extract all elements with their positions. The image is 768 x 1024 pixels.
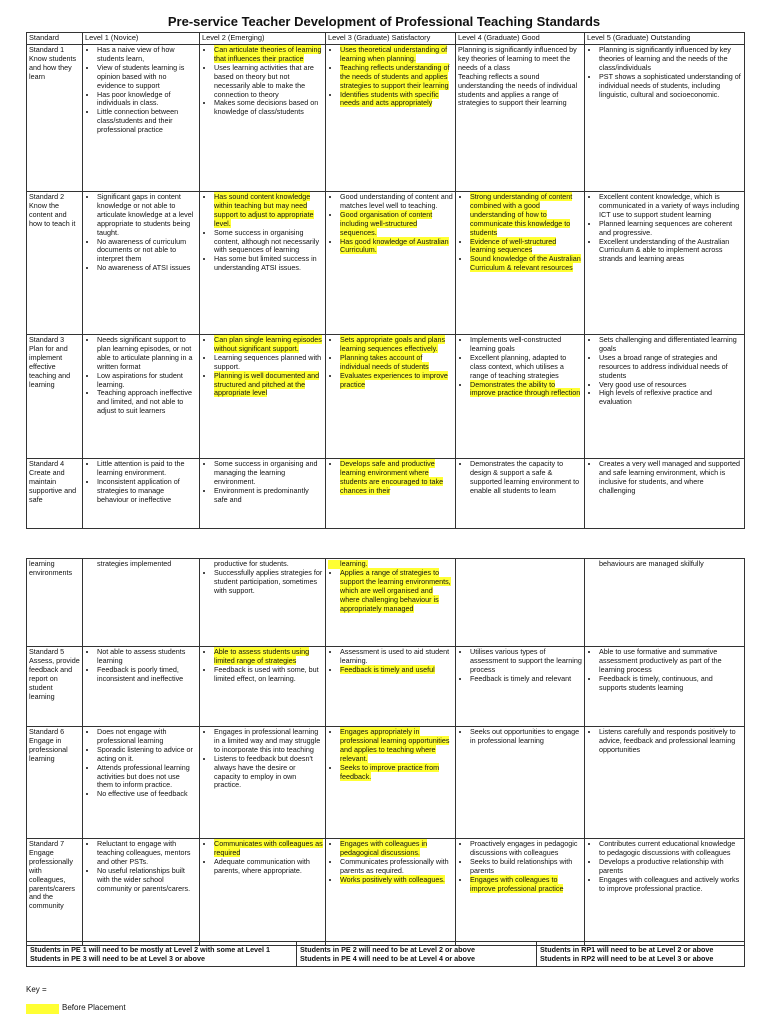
bullet-item [214,372,323,399]
bullet-item [340,876,453,885]
level-cell-l5 [585,335,745,459]
level-cell-l5 [585,647,745,727]
header-level-5: Level 5 (Graduate) Outstanding [585,33,745,45]
bullet-item [599,728,742,755]
bullet-text: Planning is well documented and structured and pitched at the appropriate level [214,370,320,398]
bullet-text: Implements well-constructed learning goals [470,335,562,353]
bullet-item [599,193,742,220]
rubric-table-page-2 [26,558,745,946]
bullet-item [214,858,323,876]
bullet-item [470,336,582,354]
notes-cell-middle [297,942,537,967]
bullet-item [214,99,323,117]
bullet-item [470,381,582,399]
bullet-list [202,648,323,684]
bullet-list [587,336,742,407]
level-cell-l3 [326,335,456,459]
bullet-list [85,648,197,684]
level-cell-l1 [83,192,200,335]
bullet-item [599,238,742,265]
bullet-text: Inconsistent application of strategies to manage behaviour or ineffective [97,476,180,504]
level-cell-l5 [585,45,745,192]
bullet-item [470,460,582,496]
bullet-list [85,336,197,416]
bullet-item [214,840,323,858]
bullet-text: Feedback is used with some, but limited effect, on learning. [214,664,319,683]
bullet-text: Successfully applies strategies for student participation, sometimes with support. [214,567,323,595]
bullet-item [214,569,323,596]
bullet-text: Little attention is paid to the learning environment. [97,459,185,477]
notes-cell-right [537,942,745,967]
key-highlight-swatch [26,1004,59,1014]
bullet-text: Does not engage with professional learning [97,727,167,745]
bullet-item [214,648,323,666]
level-cell-l2 [200,559,326,647]
bullet-list [458,336,582,398]
bullet-text: Seeks to improve practice from feedback. [340,762,440,781]
bullet-item [340,211,453,238]
bullet-text: Utilises various types of assessment to support the learning process [470,647,582,674]
bullet-text: Has sound content knowledge within teaching but may need support to adjust to appropriate level. [214,192,314,228]
bullet-item [214,728,323,755]
cell-text: Planning is significantly influenced by key theories of learning to meet the needs of a class Teaching reflects a sound understanding the needs of individual students and applies a range of strategies to support their learning [458,45,578,108]
header-standard: Standard [27,33,83,45]
bullet-item [97,728,197,746]
bullet-item [340,569,453,614]
level-cell-l1 [83,45,200,192]
notes-cell-left [27,942,297,967]
bullet-text: Feedback is timely, continuous, and supports students learning [599,673,713,692]
bullet-list [458,728,582,746]
bullet-item [214,755,323,791]
bullet-item [97,372,197,390]
bullet-item [97,648,197,666]
table-row [27,335,745,459]
note-pe4: Students in PE 4 will need to be at Level 4 or above [300,954,475,963]
bullet-item [340,193,453,211]
cell-text: productive for students. [214,559,289,568]
level-cell-l5 [585,727,745,839]
note-pe1: Students in PE 1 will need to be mostly at Level 2 with some at Level 1 [30,944,271,954]
bullet-item [214,229,323,256]
standard-cell: learning environments [27,559,83,647]
bullet-item [599,46,742,73]
bullet-list [202,46,323,117]
bullet-item [340,858,453,876]
bullet-text: No awareness of ATSI issues [97,263,191,273]
note-pe3: Students in PE 3 will need to be at Level 3 or above [30,954,205,963]
bullet-list [587,193,742,264]
bullet-item [599,675,742,693]
bullet-text: Uses learning activities that are based on theory but not necessarily able to make the connection to theory [214,62,314,99]
bullet-item [214,255,323,273]
bullet-text: Has poor knowledge of individuals in class. [97,89,171,108]
level-cell-l1 [83,727,200,839]
bullet-text: Seeks to build relationships with parents [470,856,573,875]
bullet-item [214,460,323,487]
bullet-text: Identifies students with specific needs and acts appropriately [340,89,439,108]
bullet-text: Assessment is used to aid student learning. [340,647,450,665]
level-cell-l1 [83,459,200,529]
bullet-list [85,728,197,799]
bullet-item [214,487,323,505]
header-level-4: Level 4 (Graduate) Good [456,33,585,45]
bullet-item [599,73,742,100]
bullet-text: Little connection between class/students and their professional practice [97,107,179,135]
bullet-item [599,840,742,858]
bullet-item [214,354,323,372]
bullet-text: Has a naive view of how students learn, [97,45,175,63]
bullet-text: No useful relationships built with the wider school community or parents/carers. [97,865,191,893]
bullet-list [587,648,742,693]
bullet-text: Feedback is timely and relevant [470,673,572,683]
bullet-text: Excellent understanding of the Australian Curriculum & able to implement across strands and learning areas [599,236,730,264]
bullet-item [599,389,742,407]
bullet-text: Planning takes account of individual needs of students [340,352,429,371]
level-cell-l2 [200,727,326,839]
bullet-item [599,648,742,675]
bullet-text: View of students learning is opinion based with no evidence to support [97,62,185,90]
bullet-text: Very good use of resources [599,379,687,389]
bullet-text: Attends professional learning activities but does not use them to inform practice. [97,762,190,790]
bullet-list [202,840,323,876]
bullet-list [85,46,197,135]
bullet-item [97,460,197,478]
bullet-item [214,46,323,64]
bullet-item [340,354,453,372]
bullet-item [599,220,742,238]
header-level-2: Level 2 (Emerging) [200,33,326,45]
bullet-item [599,460,742,496]
bullet-text: Contributes current educational knowledge to pedagogic discussions with colleagues [599,839,736,857]
bullet-list [328,193,453,255]
bullet-list [85,840,197,893]
bullet-item [97,746,197,764]
bullet-text: Makes some decisions based on knowledge of class/students [214,98,319,117]
bullet-text: Significant gaps in content knowledge or not able to articulate knowledge at a level appropriate to students being taught. [97,192,194,237]
level-cell-l2 [200,192,326,335]
bullet-text: Sets challenging and differentiated learning goals [599,335,737,353]
bullet-item [214,193,323,229]
bullet-item [97,108,197,135]
bullet-item [470,876,582,894]
bullet-item [340,336,453,354]
bullet-list [587,460,742,496]
bullet-text: Feedback is poorly timed, inconsistent and ineffective [97,664,184,683]
level-cell-l4 [456,647,585,727]
bullet-item [599,354,742,381]
level-cell-l4 [456,727,585,839]
bullet-item [214,64,323,100]
bullet-item [97,193,197,238]
table-row [27,839,745,946]
bullet-item [470,728,582,746]
bullet-item [340,460,453,496]
level-cell-l3 [326,559,456,647]
note-rp2: Students in RP2 will need to be at Level 3 or above [540,954,714,963]
bullet-list [328,728,453,781]
bullet-item [340,91,453,109]
bullet-text: Engages with colleagues in pedagogical discussions. [340,839,428,857]
bullet-text: Low aspirations for student learning. [97,370,183,389]
bullet-item [340,238,453,256]
level-cell-l4 [456,335,585,459]
bullet-item [97,264,197,273]
bullet-text: Engages with colleagues to improve professional practice [470,874,564,893]
key-label: Key = [26,985,47,994]
bullet-text: Uses theoretical understanding of learning when planning. [340,45,448,63]
level-cell-l5 [585,559,745,647]
bullet-text: Proactively engages in pedagogic discussions with colleagues [470,839,578,857]
level-cell-l4 [456,839,585,946]
level-cell-l4 [456,559,585,647]
level-cell-l5 [585,459,745,529]
bullet-text: Sets appropriate goals and plans learning sequences effectively. [340,335,446,353]
bullet-text: Not able to assess students learning [97,647,186,665]
header-row [27,33,745,45]
bullet-item [97,336,197,372]
bullet-text: Listens to feedback but doesn't always have the desire or capacity to employ in own practice. [214,753,313,790]
table-row [27,559,745,647]
bullet-list [587,46,742,99]
standard-cell: Standard 6 Engage in professional learning [27,727,83,839]
standard-cell: Standard 3 Plan for and implement effective teaching and learning [27,335,83,459]
bullet-text: Creates a very well managed and supported and safe learning environment, which is inclusive for students, and where challenging [599,459,741,495]
bullet-text: Engages in professional learning in a limited way and may struggle to incorporate this into teaching [214,727,321,754]
bullet-list [458,648,582,684]
bullet-text: Communicates professionally with parents as required. [340,856,449,875]
bullet-text: Strong understanding of content combined with a good understanding of how to communicate this knowledge to students [470,192,573,237]
bullet-text: Has some but limited success in understanding ATSI issues. [214,254,317,273]
bullet-list [85,460,197,505]
header-level-1: Level 1 (Novice) [83,33,200,45]
bullet-item [340,764,453,782]
bullet-text: Teaching reflects understanding of the needs of students and applies strategies to support their learning [340,62,450,90]
level-cell-l3 [326,192,456,335]
bullet-text: No awareness of curriculum documents or not able to interpret them [97,236,187,264]
bullet-text: Has good knowledge of Australian Curriculum. [340,236,449,255]
level-cell-l4 [456,45,585,192]
bullet-text: Feedback is timely and useful [340,664,435,674]
bullet-list [328,648,453,675]
bullet-list [328,840,453,885]
bullet-item [340,840,453,858]
bullet-item [599,336,742,354]
standard-cell: Standard 5 Assess, provide feedback and report on student learning [27,647,83,727]
bullet-item [470,238,582,256]
bullet-text: Able to assess students using limited range of strategies [214,647,310,665]
bullet-text: Able to use formative and summative assessment productively as part of the learning process [599,647,722,674]
level-cell-l2 [200,647,326,727]
level-cell-l1 [83,647,200,727]
level-cell-l3 [326,647,456,727]
bullet-text: Excellent content knowledge, which is communicated in a variety of ways including ICT use to support student learning [599,192,740,219]
bullet-item [340,46,453,64]
bullet-text: Sporadic listening to advice or acting on it. [97,744,193,763]
bullet-list [202,569,323,596]
bullet-item [470,193,582,238]
bullet-text: Communicates with colleagues as required [214,839,323,857]
bullet-text: Can articulate theories of learning that influences their practice [214,45,322,63]
standard-cell: Standard 7 Engage professionally with colleagues, parents/carers and the community [27,839,83,946]
bullet-text: Uses a broad range of strategies and resources to address individual needs of students [599,352,728,380]
cell-text: learning. [328,560,368,569]
cell-text: behaviours are managed skilfully [599,559,704,568]
bullet-item [97,91,197,109]
cell-text: strategies implemented [97,559,172,568]
bullet-text: Adequate communication with parents, where appropriate. [214,856,310,875]
level-cell-l2 [200,839,326,946]
level-cell-l4 [456,459,585,529]
bullet-text: Listens carefully and responds positively to advice, feedback and professional learning opportunities [599,727,736,754]
bullet-list [202,728,323,790]
standard-cell: Standard 1 Know students and how they learn [27,45,83,192]
bullet-item [470,255,582,273]
bullet-text: Planned learning sequences are coherent and progressive. [599,218,733,237]
bullet-list [328,569,453,614]
bullet-text: Good organisation of content including well-structured sequences. [340,209,433,237]
table-row [27,727,745,839]
bullet-item [599,858,742,876]
bullet-text: Engages with colleagues and actively works to improve professional practice. [599,874,740,893]
bullet-list [587,840,742,893]
bullet-list [458,193,582,273]
key-before-placement-label: Before Placement [62,1003,126,1012]
table-row [27,459,745,529]
bullet-list [202,460,323,505]
bullet-text: Seeks out opportunities to engage in professional learning [470,727,580,745]
rubric-table-page-1 [26,32,745,529]
bullet-item [470,648,582,675]
bullet-item [340,372,453,390]
bullet-text: No effective use of feedback [97,789,188,799]
bullet-text: Some success in organising and managing the learning environment. [214,459,318,486]
bullet-item [599,876,742,894]
bullet-item [470,675,582,684]
bullet-text: Engages appropriately in professional learning opportunities and applies to teaching where relevant. [340,727,450,763]
bullet-list [328,460,453,496]
bullet-item [97,46,197,64]
bullet-list [202,193,323,273]
bullet-text: Reluctant to engage with teaching colleagues, mentors and other PSTs. [97,839,191,866]
bullet-item [97,64,197,91]
bullet-list [328,336,453,389]
bullet-text: Learning sequences planned with support. [214,352,322,371]
bullet-list [458,460,582,496]
bullet-list [587,728,742,755]
note-pe2: Students in PE 2 will need to be at Level 2 or above [300,944,475,954]
bullet-text: Develops a productive relationship with parents [599,856,724,875]
level-cell-l1 [83,839,200,946]
bullet-text: Planning is significantly influenced by key theories of learning and the needs of the class/individuals [599,45,731,72]
bullet-item [97,867,197,894]
bullet-item [214,336,323,354]
bullet-item [97,238,197,265]
bullet-text: Demonstrates the ability to improve practice through reflection [470,379,581,398]
bullet-text: High levels of reflexive practice and evaluation [599,388,713,407]
bullet-item [214,666,323,684]
bullet-list [85,193,197,273]
header-level-3: Level 3 (Graduate) Satisfactory [326,33,456,45]
bullet-item [470,840,582,858]
level-cell-l3 [326,45,456,192]
bullet-item [340,64,453,91]
bullet-text: Applies a range of strategies to support the learning environments, which are well organised and where challenging behaviour is appropriately managed [340,567,451,613]
level-cell-l2 [200,45,326,192]
level-cell-l5 [585,839,745,946]
bullet-text: Evidence of well-structured learning sequences [470,236,557,255]
bullet-text: Environment is predominantly safe and [214,485,309,504]
bullet-list [202,336,323,398]
level-cell-l1 [83,559,200,647]
bullet-text: Some success in organising content, although not necessarily with sequences of learning [214,227,320,255]
bullet-list [458,840,582,893]
bullet-item [340,728,453,764]
bullet-list [328,46,453,108]
bullet-item [97,389,197,416]
bullet-text: PST shows a sophisticated understanding of individual needs of students, including linguistic, cultural and socioeconomic. [599,71,741,99]
standard-cell: Standard 2 Know the content and how to teach it [27,192,83,335]
bullet-text: Sound knowledge of the Australian Curriculum & relevant resources [470,254,581,273]
bullet-text: Develops safe and productive learning environment where students are encouraged to take chances in their [340,459,444,495]
level-cell-l3 [326,839,456,946]
standard-cell: Standard 4 Create and maintain supportive and safe [27,459,83,529]
bullet-text: Needs significant support to plan learning episodes, or not able to articulate planning in a written format [97,335,193,371]
bullet-item [340,648,453,666]
table-row [27,647,745,727]
bullet-item [340,666,453,675]
bullet-item [97,666,197,684]
level-cell-l2 [200,459,326,529]
bullet-item [97,764,197,791]
bullet-item [97,840,197,867]
document-title: Pre-service Teacher Development of Professional Teaching Standards [167,14,601,29]
bullet-text: Teaching approach ineffective and limited, and not able to adjust to suit learners [97,388,192,416]
level-cell-l3 [326,459,456,529]
bullet-text: Can plan single learning episodes without significant support. [214,335,322,353]
placement-requirements-table [26,941,745,967]
bullet-text: Good understanding of content and matches level well to teaching. [340,192,453,210]
table-row [27,192,745,335]
level-cell-l5 [585,192,745,335]
bullet-text: Excellent planning, adapted to class context, which utilises a range of teaching strategies [470,352,567,380]
level-cell-l4 [456,192,585,335]
bullet-item [470,858,582,876]
bullet-item [97,478,197,505]
bullet-text: Evaluates experiences to improve practice [340,370,448,389]
bullet-text: Works positively with colleagues. [340,874,445,884]
level-cell-l3 [326,727,456,839]
level-cell-l2 [200,335,326,459]
bullet-item [470,354,582,381]
level-cell-l1 [83,335,200,459]
bullet-text: Demonstrates the capacity to design & support a safe & supported learning environment to enable all students to learn [470,459,580,495]
bullet-item [97,790,197,799]
table-row [27,45,745,192]
note-rp1: Students in RP1 will need to be at Level 2 or above [540,944,714,954]
